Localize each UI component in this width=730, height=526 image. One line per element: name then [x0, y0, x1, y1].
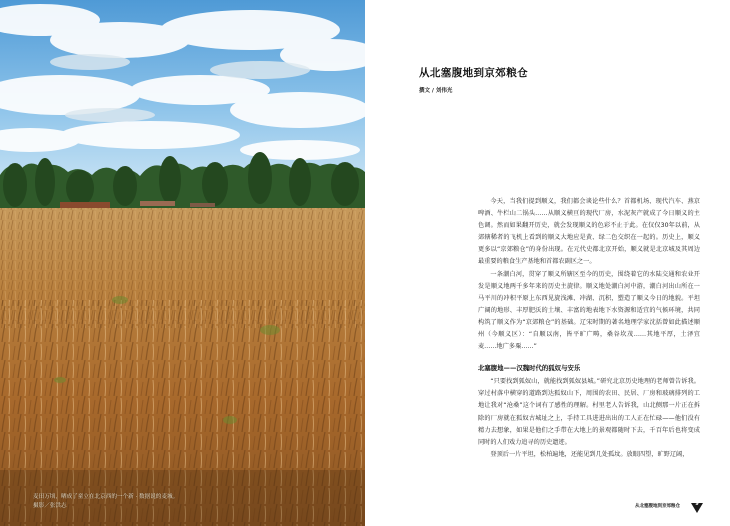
running-footer: 从北塞腹地到京郊粮仓	[635, 504, 680, 509]
body-paragraph: 一条潮白河，贯穿了顺义所辖区至今的历史，围绕着它的水陆交通和农业开发是顺义地两千多年来的历史主旋律。顺义地处潮白河中游，潮白河出山所在一马平川的冲积平原上东西见旋浅滩、冲湖、沉积，塑造了顺义今日的地貌。平坦广阔的地形、丰厚肥沃的土壤、丰富的地表地下水资源和适宜的气候环境，共同构筑了顺义作为“京郊粮仓”的基础。辽宋时期的著名地理学家沈括曾如此描述顺州（今顺义区）：“自顺以南，皆平旷广畴，桑谷坎茂……其地平厚，土泽宜麦……地广多粟……”	[478, 270, 700, 351]
article-page	[365, 0, 730, 526]
page-number: 9	[695, 501, 699, 507]
body-paragraph: 登顶后一片平坦，松柏遍地，还能见到几处孤坟。放眼四望，旷野辽阔，	[490, 450, 689, 458]
body-paragraph: 今天，当我们提到顺义，我们都会谈论些什么？首都机场、现代汽车、燕京啤酒、牛栏山二锅头……从顺义横亘的现代厂房，水泥灰产就成了今日顺义的主色调。然而如果翻开历史，就会发现顺义的色彩不止于此。在仅仅30年以前，从郊辖稀者的飞机上看到的顺义大地应是黄、绿二色交织在一起的。历史上，顺义更多以“京郊粮仓”的身份出现。在元代史都北京开始，顺义就是北京城及其周边最重要的粮食生产基地和首都农副区之一。	[478, 198, 700, 266]
article-body	[478, 196, 700, 461]
photo-caption: 麦田万顷，晒成了童立在北京西的一个新 · 数据说的麦城。 摄影／张洪志	[33, 494, 179, 509]
page-number-badge	[690, 499, 704, 511]
article-title: 从北塞腹地到京郊粮仓	[419, 67, 528, 79]
article-byline: 撰文 / 刘伟光	[419, 88, 453, 94]
body-paragraph: “只要找到狐奴山，就能找到狐奴县城。”研究北京历史地理的老师曾告诉我。穿过村落中横穿的道路到达狐奴山下，周围的农田、民居、厂房和玻璃排列的工地让我对“沧桑”这个词有了感性的理解。村里老人告诉我，山北侧那一片正在拆除的厂房就在狐奴古城址之上，手持工具进进出出的工人正在忙碌——他们没有精力去想象，如果是他们之手带在大地上的景观都随时下去，千百年后也将变成同时的人们戏力追寻的历史遗迹。	[478, 378, 700, 446]
section-heading: 北塞腹地——汉魏时代的狐奴与安乐	[478, 364, 581, 373]
